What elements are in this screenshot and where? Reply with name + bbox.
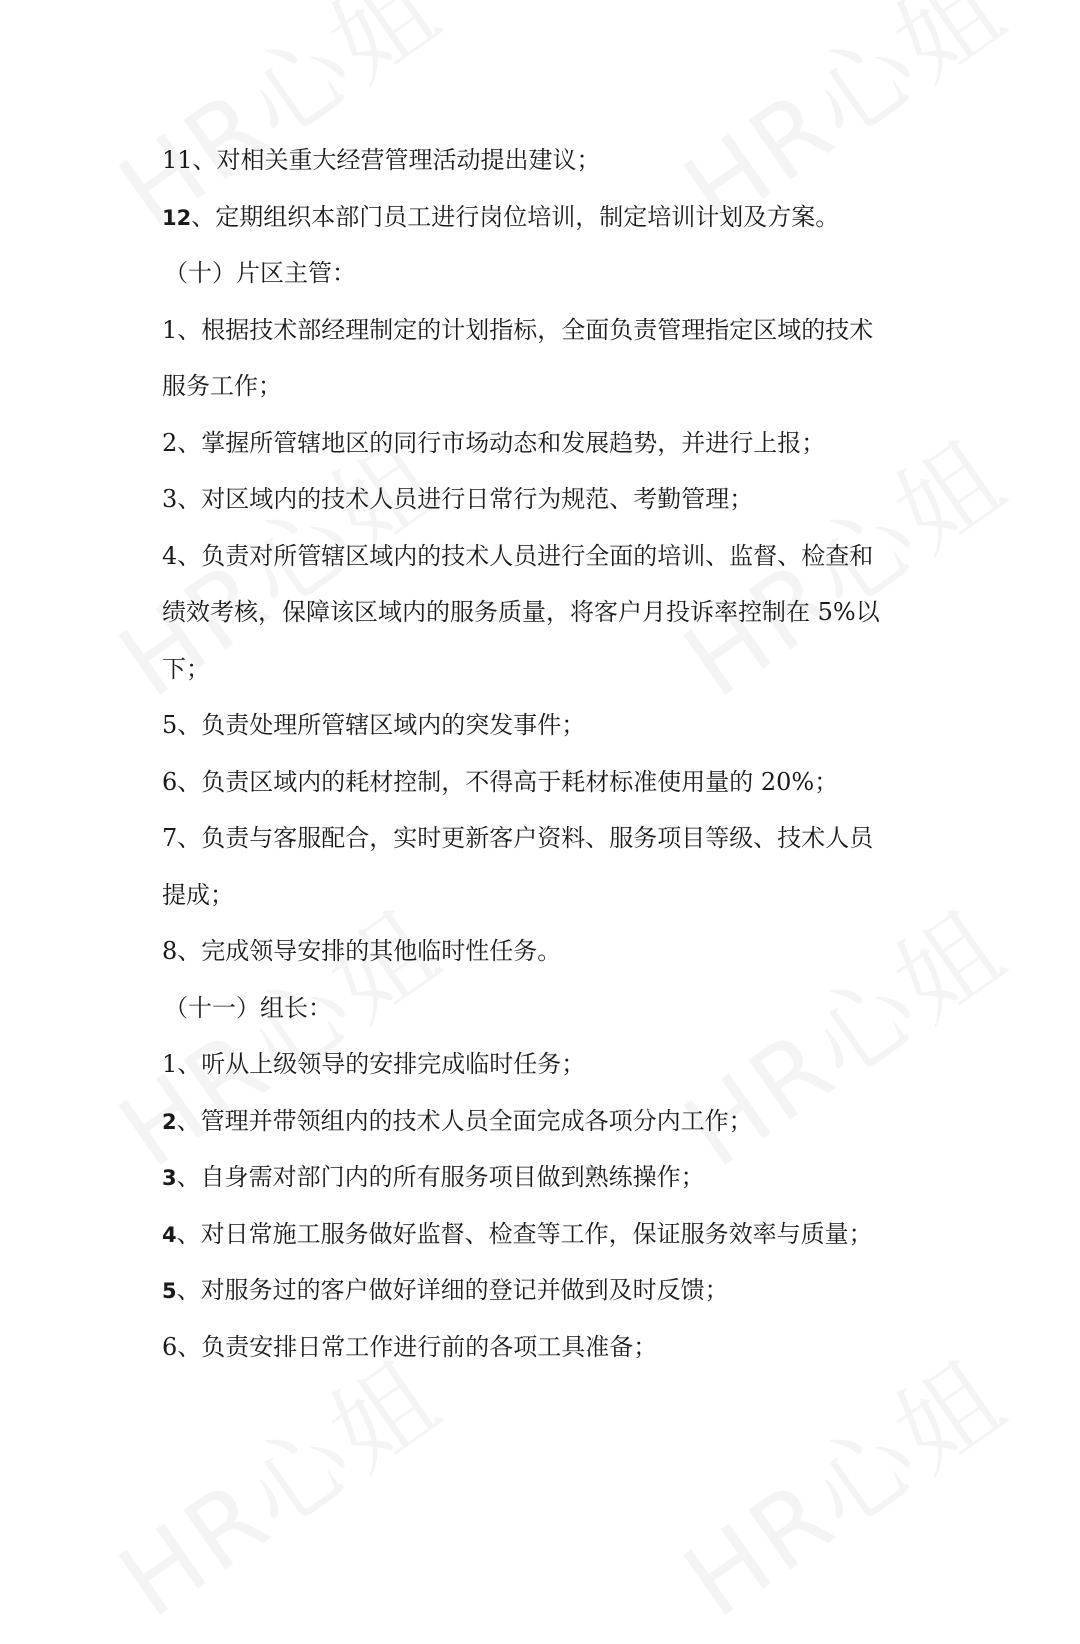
watermark — [86, 870, 464, 1195]
item-number: 3 — [162, 1166, 177, 1190]
item-number: 2 — [162, 1110, 177, 1134]
list-item: 3、对区域内的技术人员进行日常行为规范、考勤管理； — [162, 485, 754, 513]
list-item: 6、负责区域内的耗材控制，不得高于耗材标准使用量的 20%； — [162, 768, 839, 796]
list-item: 7、负责与客服配合，实时更新客户资料、服务项目等级、技术人员 — [162, 824, 874, 852]
item-number: 11 — [162, 146, 193, 174]
list-item: 2、掌握所管辖地区的同行市场动态和发展趋势，并进行上报； — [162, 429, 826, 457]
list-item: 4、对日常施工服务做好监督、检查等工作，保证服务效率与质量； — [162, 1220, 873, 1248]
list-item-continuation: 提成； — [162, 881, 234, 909]
list-item: 12、定期组织本部门员工进行岗位培训，制定培训计划及方案。 — [162, 203, 840, 231]
item-number: 4 — [162, 1223, 177, 1247]
list-item: 5、负责处理所管辖区域内的突发事件； — [162, 711, 586, 739]
watermark — [651, 1320, 1029, 1644]
list-item: 3、自身需对部门内的所有服务项目做到熟练操作； — [162, 1163, 705, 1191]
list-item: 6、负责安排日常工作进行前的各项工具准备； — [162, 1333, 658, 1361]
list-item: 1、听从上级领导的安排完成临时任务； — [162, 1050, 586, 1078]
section-heading: （十）片区主管： — [164, 259, 356, 287]
list-item: 5、对服务过的客户做好详细的登记并做到及时反馈； — [162, 1276, 729, 1304]
watermark — [651, 870, 1029, 1195]
watermark — [86, 1320, 464, 1644]
list-item: 8、完成领导安排的其他临时性任务。 — [162, 937, 562, 965]
list-item: 11、对相关重大经营管理活动提出建议； — [162, 146, 601, 174]
list-item: 2、管理并带领组内的技术人员全面完成各项分内工作； — [162, 1107, 753, 1135]
list-item-continuation: 绩效考核，保障该区域内的服务质量，将客户月投诉率控制在 5%以 — [162, 598, 880, 626]
list-item: 1、根据技术部经理制定的计划指标，全面负责管理指定区域的技术 — [162, 316, 874, 344]
list-item-continuation: 下； — [162, 655, 210, 683]
list-item: 4、负责对所管辖区域内的技术人员进行全面的培训、监督、检查和 — [162, 542, 874, 570]
list-item-continuation: 服务工作； — [162, 372, 282, 400]
item-number: 12 — [162, 206, 192, 230]
section-heading: （十一）组长： — [164, 994, 332, 1022]
item-number: 5 — [162, 1279, 177, 1303]
